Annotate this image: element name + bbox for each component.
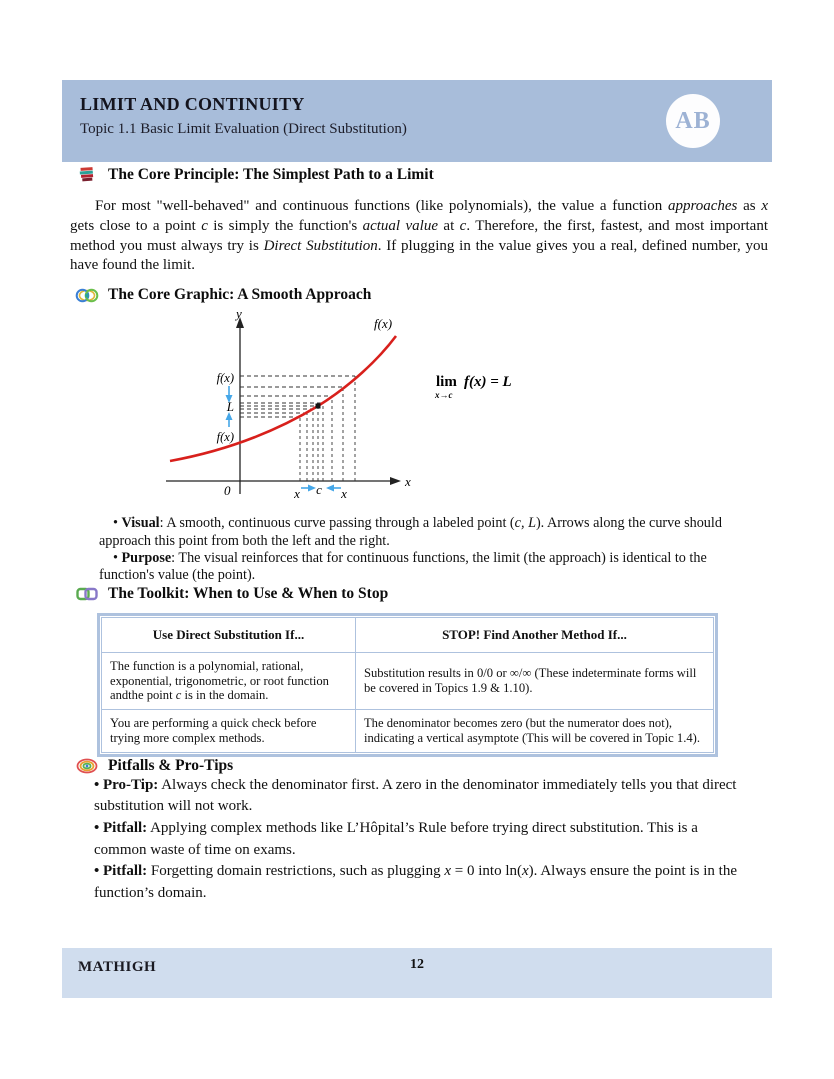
origin-label: 0 [224, 483, 231, 499]
table-cell [102, 652, 356, 709]
text-segment: : The visual reinforces that for continuous functions, the limit (the approach) is identical to the function's value (the point). [99, 550, 707, 584]
text-segment: ). Arrows along the curve should approach this point from both the left and the right. [99, 515, 722, 549]
table-header-row [102, 617, 714, 652]
limit-graph-svg [150, 308, 540, 508]
text-segment: at [438, 217, 460, 234]
text-segment: For most "well-behaved" and continuous functions (like polynomials), the value a function [95, 198, 668, 214]
text-segment: c [201, 217, 208, 234]
table-cell: You are performing a quick check before trying more complex methods. [102, 710, 356, 753]
text-segment: is in the domain. [181, 688, 269, 703]
section-heading-toolkit [75, 585, 774, 603]
table-cell: The denominator becomes zero (but the numerator does not), indicating a vertical asymptote (This will be covered in Topic 1.4). [355, 710, 713, 753]
page-subtitle: Topic 1.1 Basic Limit Evaluation (Direct Substitution) [80, 121, 407, 137]
section-heading-core-graphic [75, 286, 774, 304]
y-axis-label: y [236, 308, 242, 322]
page-title: LIMIT AND CONTINUITY [80, 94, 305, 114]
bullet-marker: • [113, 550, 118, 566]
text-segment: Applying complex methods like L’Hôpital’s Rule before trying direct substitution. This is a common waste of time on exams. [94, 819, 698, 858]
graphic-bullet-visual [99, 515, 744, 550]
section-heading-pitfalls [75, 757, 774, 775]
text-segment: c, L [514, 515, 536, 532]
core-principle-paragraph [70, 197, 768, 276]
rainbow-swirl-icon [75, 757, 99, 774]
text-segment: . If plugging in the value gives you a real, defined number, you have found the limit. [70, 237, 768, 274]
bullet-lead: • Pitfall: [94, 863, 148, 880]
bullet-lead: • Pro-Tip: [94, 776, 159, 793]
bullet-lead: • Pitfall: [94, 819, 148, 836]
formula-sub: x→c [435, 390, 453, 401]
pitfall-bullet [94, 861, 746, 904]
text-segment: c [459, 217, 467, 234]
page-header [62, 80, 772, 162]
toolkit-table [97, 613, 718, 757]
text-segment: approaches [667, 198, 738, 214]
right-approach-label: x [341, 486, 347, 502]
text-segment: ). Always ensure the point is in the function’s domain. [94, 863, 737, 901]
text-segment: x [444, 863, 452, 880]
venn-circles-icon [75, 287, 99, 304]
section-heading-text: The Core Principle: The Simplest Path to a Limit [108, 166, 434, 183]
table-row [102, 710, 714, 753]
section-heading-text: The Toolkit: When to Use & When to Stop [108, 584, 389, 602]
limit-value-label: L [226, 399, 234, 415]
upper-value-label: f(x) [216, 371, 234, 386]
section-heading-text: Pitfalls & Pro-Tips [108, 756, 234, 774]
section-heading-core-principle [75, 166, 774, 184]
text-segment: The function is a polynomial, rational, exponential, trigonometric, or root function andthe point [110, 658, 329, 703]
ab-badge [666, 94, 720, 148]
page-footer [62, 948, 772, 998]
pitfall-bullet [94, 775, 746, 818]
point-label: c [316, 482, 322, 498]
column-header-use: Use Direct Substitution If... [102, 617, 356, 652]
curve-label: f(x) [374, 316, 393, 332]
text-segment: . Therefore, the first, fastest, and most important method you must always try is [70, 217, 768, 254]
brand-name: MATHIGH [78, 959, 157, 975]
bullet-lead: Visual [121, 515, 160, 532]
graphic-bullet-purpose [99, 550, 744, 585]
page-content [62, 166, 774, 904]
column-header-stop: STOP! Find Another Method If... [355, 617, 713, 652]
page-number: 12 [410, 957, 424, 972]
text-segment: Forgetting domain restrictions, such as plugging [147, 863, 445, 880]
lower-value-label: f(x) [216, 430, 234, 445]
formula-lim: lim [436, 374, 457, 391]
text-segment: : A smooth, continuous curve passing through a labeled point ( [159, 515, 515, 532]
section-heading-text: The Core Graphic: A Smooth Approach [108, 286, 372, 304]
bullet-marker: • [113, 515, 118, 532]
limit-graph [150, 308, 774, 513]
pitfall-bullet [94, 818, 746, 861]
text-segment: Direct Substitution [263, 237, 378, 254]
function-curve [170, 336, 396, 461]
text-segment: c [175, 688, 182, 703]
stacked-layers-icon [75, 167, 99, 184]
text-segment: = 0 into ln( [451, 863, 522, 880]
text-segment: Always check the denominator first. A zero in the denominator immediately tells you that direct substitution will not work. [94, 776, 737, 815]
left-approach-label: x [294, 486, 300, 502]
limit-point [316, 404, 321, 409]
chain-links-icon [75, 585, 99, 602]
ab-badge-text: AB [675, 107, 711, 134]
text-segment: as [737, 198, 762, 214]
formula-rest: f(x) = L [464, 374, 512, 391]
table-cell: Substitution results in 0/0 or ∞/∞ (These indeterminate forms will be covered in Topics 1.9 & 1.10). [355, 652, 713, 709]
text-segment: actual value [362, 217, 438, 234]
bullet-lead: Purpose [121, 550, 172, 566]
x-axis-label: x [405, 474, 411, 490]
table-row [102, 652, 714, 709]
text-segment: x [522, 863, 529, 880]
decision-table [101, 617, 714, 753]
text-segment: x [761, 198, 768, 214]
text-segment: is simply the function's [207, 217, 363, 234]
text-segment: gets close to a point [70, 217, 202, 234]
